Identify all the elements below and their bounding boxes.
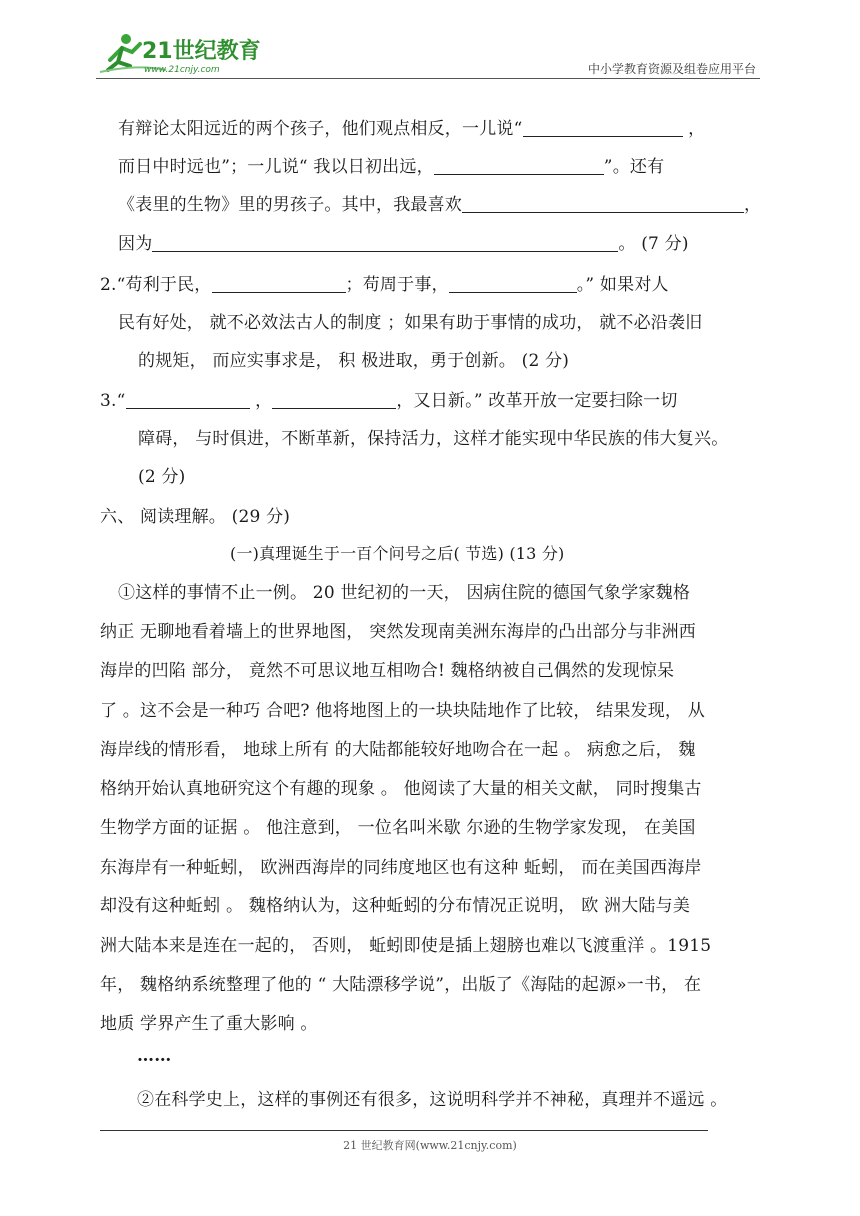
passage-line: 海岸线的情形看， 地球上所有 的大陆都能较好地吻合在一起 。 病愈之后， 魏 xyxy=(100,740,696,760)
answer-blank[interactable] xyxy=(434,156,604,175)
passage-line: 生物学方面的证据 。 他注意到， 一位名叫米歇 尔逊的生物学家发现， 在美国 xyxy=(100,818,696,838)
passage-line: 格纳开始认真地研究这个有趣的现象 。 他阅读了大量的相关文献， 同时搜集古 xyxy=(100,779,702,799)
passage-line: 地质 学界产生了重大影响 。 xyxy=(100,1014,318,1034)
answer-blank[interactable] xyxy=(212,274,346,293)
page-header xyxy=(96,30,756,78)
footer-divider xyxy=(100,1130,708,1131)
q1-line-2: 而日中时远也”；一儿说“ 我以日初出远， ”。还有 xyxy=(118,157,665,177)
passage-line: 纳正 无聊地看着墙上的世界地图， 突然发现南美洲东海岸的凸出部分与非洲西 xyxy=(100,622,697,642)
passage-line: 却没有这种蚯蚓 。 魏格纳认为，这种蚯蚓的分布情况正说明， 欧 洲大陆与美 xyxy=(100,896,691,916)
q1-line-1: 有辩论太阳远近的两个孩子，他们观点相反，一儿说“ ， xyxy=(118,119,706,139)
q2-line-2: 民有好处， 就不必效法古人的制度 ；如果有助于事情的成功， 就不必沿袭旧 xyxy=(118,313,703,333)
svg-text:21世纪教育: 21世纪教育 xyxy=(142,39,261,64)
passage-line: 洲大陆本来是连在一起的， 否则， 蚯蚓即使是插上翅膀也难以飞渡重洋 。1915 xyxy=(100,936,712,956)
answer-blank[interactable] xyxy=(449,274,577,293)
answer-blank[interactable] xyxy=(126,390,250,409)
q3-line-2: 障碍， 与时俱进，不断革新，保持活力，这样才能实现中华民族的伟大复兴。 xyxy=(138,429,729,449)
passage-line: ①这样的事情不止一例。 20 世纪初的一天， 因病住院的德国气象学家魏格 xyxy=(118,583,691,603)
answer-blank[interactable] xyxy=(462,194,744,213)
passage-line: 年， 魏格纳系统整理了他的 “ 大陆漂移学说”，出版了《海陆的起源»一书， 在 xyxy=(100,975,702,995)
answer-blank[interactable] xyxy=(272,390,396,409)
site-logo xyxy=(96,30,266,76)
q2-line-1: 2.“苟利于民， ；苟周于事， 。” 如果对人 xyxy=(100,275,669,295)
q3-line-3: (2 分) xyxy=(138,467,186,487)
passage-line: 海岸的凹陷 部分， 竟然不可思议地互相吻合! 魏格纳被自己偶然的发现惊呆 xyxy=(100,661,675,681)
passage-line: 了 。这不会是一种巧 合吧? 他将地图上的一块块陆地作了比较， 结果发现， 从 xyxy=(100,701,705,721)
q2-line-3: 的规矩， 而应实事求是， 积 极进取，勇于创新。 (2 分) xyxy=(138,351,570,371)
answer-blank[interactable] xyxy=(523,118,683,137)
platform-title: 中小学教育资源及组卷应用平台 xyxy=(587,62,756,76)
header-divider xyxy=(96,78,760,79)
passage-line: 东海岸有一种蚯蚓， 欧洲西海岸的同纬度地区也有这种 蚯蚓， 而在美国西海岸 xyxy=(100,858,702,878)
passage-paragraph-2: ②在科学史上，这样的事例还有很多，这说明科学并不神秘，真理并不遥远 。 xyxy=(137,1090,728,1110)
runner-logo-icon xyxy=(96,30,266,76)
section-heading: 六、 阅读理解。 (29 分) xyxy=(100,507,291,527)
passage-title: (一)真理诞生于一百个问号之后( 节选) (13 分) xyxy=(230,544,565,563)
answer-blank[interactable] xyxy=(152,233,618,252)
page-footer: 21 世纪教育网(www.21cnjy.com) xyxy=(343,1139,517,1152)
q3-line-1: 3.“ ， ，又日新。” 改革开放一定要扫除一切 xyxy=(100,391,678,411)
q1-line-3: 《表里的生物》里的男孩子。其中，我最喜欢 ， xyxy=(118,195,762,215)
ellipsis: …… xyxy=(137,1046,172,1066)
q1-line-4: 因为 。 (7 分) xyxy=(118,234,689,254)
svg-text:www.21cnjy.com: www.21cnjy.com xyxy=(144,65,220,75)
